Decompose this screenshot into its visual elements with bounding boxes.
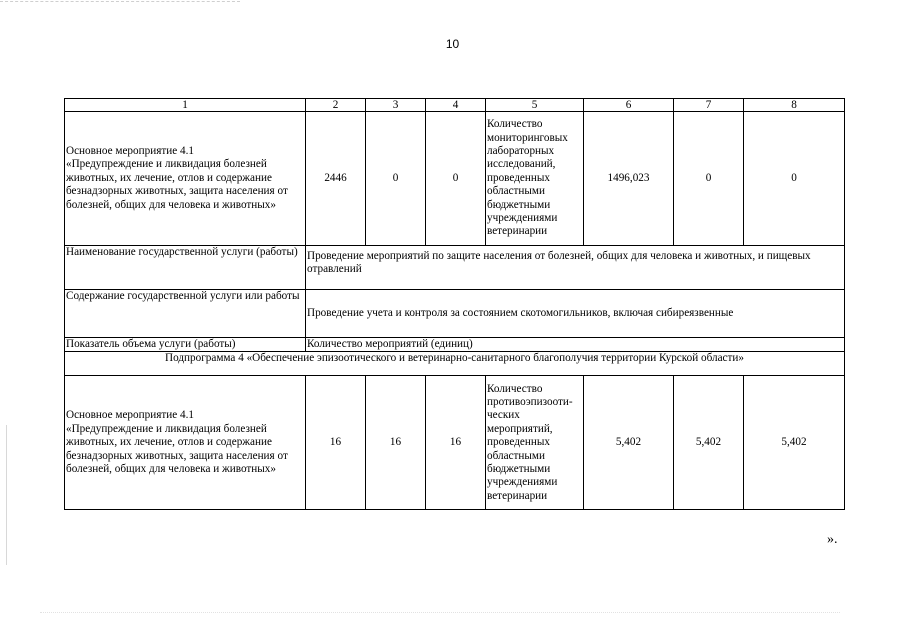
activity-row-1 [65,112,845,246]
header-cell: 1 [65,99,306,112]
value-cell: 0 [366,112,426,246]
value-cell: 5,402 [674,376,744,510]
value-cell: 16 [306,376,366,510]
service-content-label: Содержание государственной услуги или работы [65,290,306,338]
value-cell: 2446 [306,112,366,246]
table-header-row [65,99,845,112]
value-cell: 0 [426,112,486,246]
header-cell: 5 [486,99,584,112]
volume-indicator-value: Количество мероприятий (единиц) [306,338,845,352]
header-cell: 7 [674,99,744,112]
activity-name-cell: Основное мероприятие 4.1 «Предупреждение и ликвидация болезней животных, их лечение, отлов и содержание безнадзорных животных, защита населения от болезней, общих для человека и животных» [65,376,306,510]
value-cell: 0 [674,112,744,246]
service-name-label: Наименование государственной услуги (работы) [65,246,306,290]
page-number: 10 [445,37,460,51]
service-name-row [65,246,845,290]
header-cell: 2 [306,99,366,112]
service-name-value: Проведение мероприятий по защите населения от болезней, общих для человека и животных, и пищевых отравлений [306,246,845,290]
scan-artifact-left [6,425,7,565]
header-cell: 8 [744,99,845,112]
subprogram-title: Подпрограмма 4 «Обеспечение эпизоотического и ветеринарно-санитарного благополучия территории Курской области» [65,352,845,376]
header-cell: 4 [426,99,486,112]
value-cell: 1496,023 [584,112,674,246]
indicator-cell: Количество мониторинговых лабораторных исследований, проведенных областными бюджетными учреждениями ветеринарии [486,112,584,246]
value-cell: 16 [426,376,486,510]
activity-row-2 [65,376,845,510]
scan-artifact-bottom [40,612,840,613]
volume-indicator-label: Показатель объема услуги (работы) [65,338,306,352]
volume-indicator-row [65,338,845,352]
service-content-row [65,290,845,338]
scan-artifact-top [0,1,240,2]
value-cell: 0 [744,112,845,246]
closing-quote: ». [827,532,838,547]
activity-name-cell: Основное мероприятие 4.1 «Предупреждение и ликвидация болезней животных, их лечение, отлов и содержание безнадзорных животных, защита населения от болезней, общих для человека и животных» [65,112,306,246]
header-cell: 3 [366,99,426,112]
subprogram-row [65,352,845,376]
service-content-value: Проведение учета и контроля за состоянием скотомогильников, включая сибиреязвенные [306,290,845,338]
value-cell: 16 [366,376,426,510]
value-cell: 5,402 [744,376,845,510]
program-table [64,98,845,510]
header-cell: 6 [584,99,674,112]
value-cell: 5,402 [584,376,674,510]
indicator-cell: Количество противоэпизооти-ческих мероприятий, проведенных областными бюджетными учреждениями ветеринарии [486,376,584,510]
